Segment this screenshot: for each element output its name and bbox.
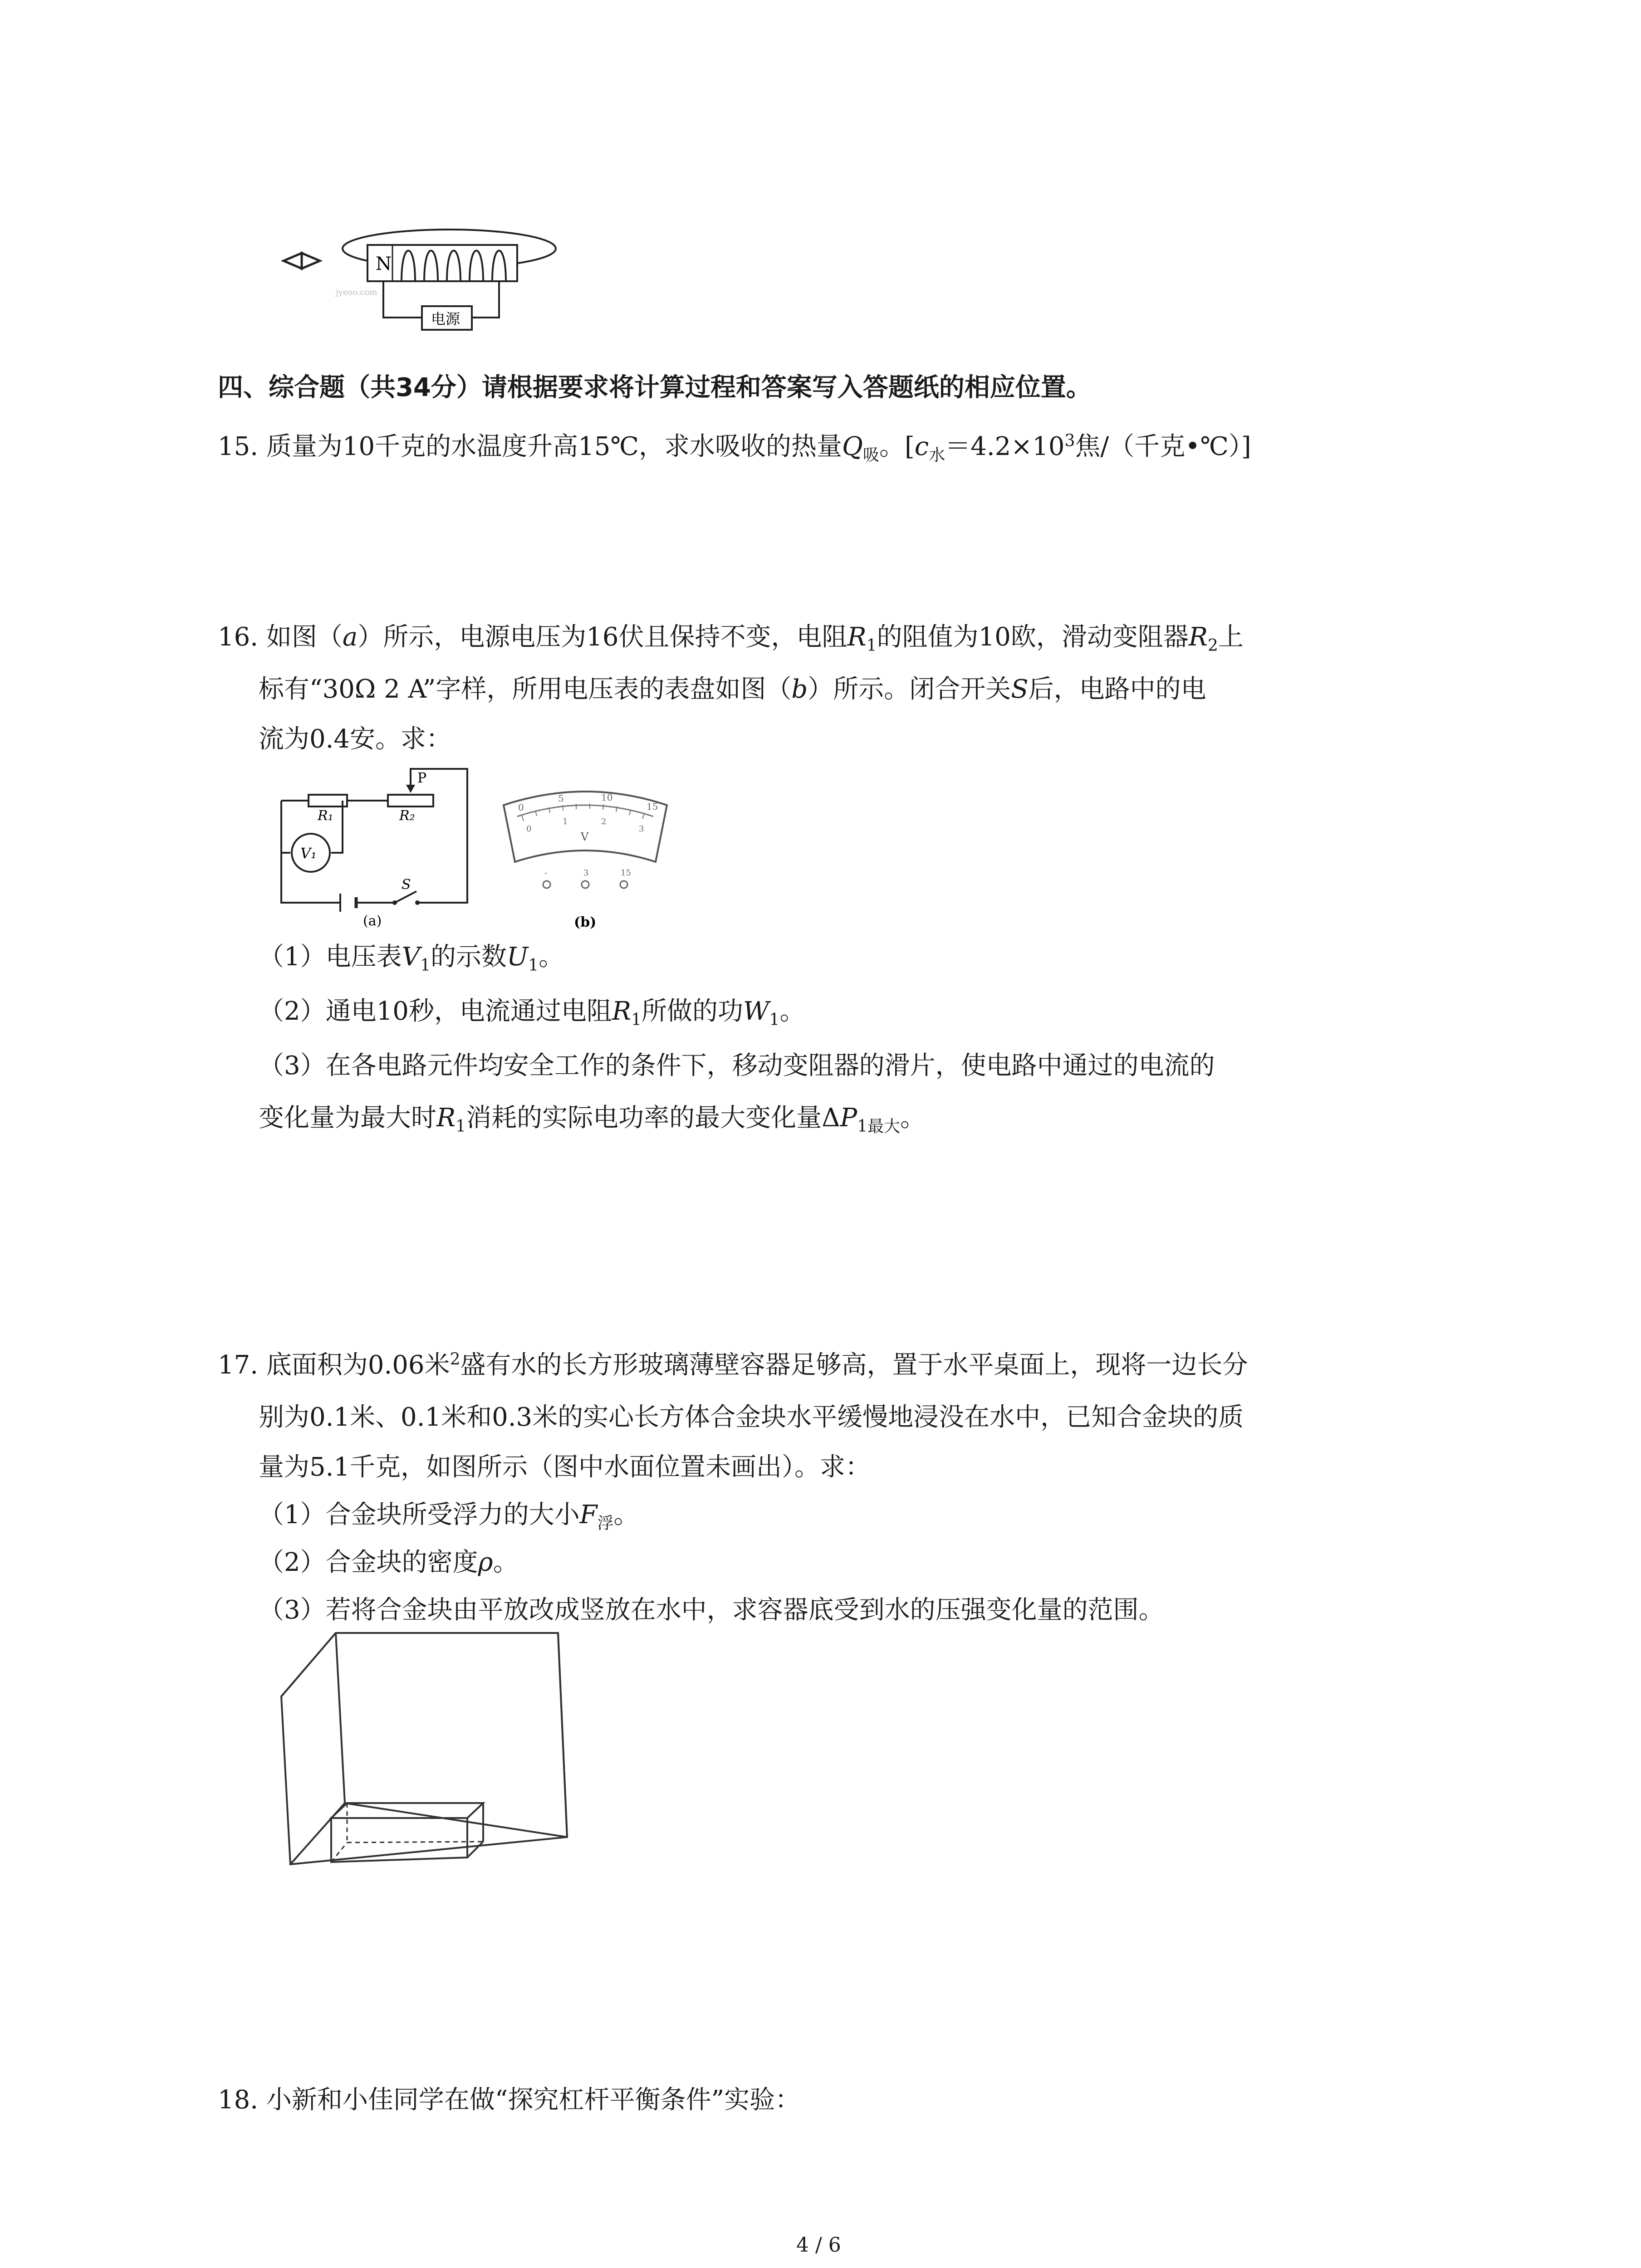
figure-b-caption: (b) (574, 914, 597, 930)
q16-subquestion-1: （1）电压表$V_1$的示数$U_1$。 (259, 942, 564, 975)
terminal-icons (543, 881, 627, 888)
r1-label: R₁ (318, 808, 333, 824)
svg-text:10: 10 (601, 792, 613, 803)
power-source-label: 电源 (431, 310, 460, 327)
svg-text:0: 0 (526, 824, 532, 834)
container-block-figure (272, 1628, 581, 1910)
question-number: 17. (218, 1350, 259, 1380)
question-number: 18. (218, 2085, 259, 2115)
n-pole-label: N (376, 254, 392, 274)
q17-subquestion-2: （2）合金块的密度ρ。 (259, 1548, 519, 1577)
svg-text:2: 2 (601, 817, 607, 826)
svg-text:1: 1 (563, 817, 568, 826)
voltmeter-dial-b (495, 782, 676, 932)
section-heading: 四、综合题（共34分）请根据要求将计算过程和答案写入答题纸的相应位置。 (218, 373, 1092, 402)
q16-subquestion-3: （3）在各电路元件均安全工作的条件下，移动变阻器的滑片，使电路中通过的电流的 (259, 1051, 1215, 1080)
solenoid-figure (272, 213, 567, 349)
compass-needle-icon (284, 253, 320, 269)
voltmeter-v1-label: V₁ (300, 845, 317, 862)
slider-p-label: P (417, 770, 427, 786)
svg-text:0: 0 (518, 802, 524, 813)
circuit-diagram-a (272, 762, 476, 930)
svg-text:15: 15 (621, 868, 631, 878)
figure-a-caption: (a) (363, 913, 382, 929)
svg-text:-: - (544, 868, 548, 878)
svg-text:3: 3 (639, 824, 644, 834)
svg-text:3: 3 (583, 868, 589, 878)
question-number: 15. (218, 432, 259, 461)
r2-label: R₂ (399, 808, 415, 824)
unit-label: V (581, 831, 589, 843)
page-number: 4 / 6 (796, 2234, 841, 2257)
watermark: jyeoo.com (336, 288, 377, 297)
q17-subquestion-3: （3）若将合金块由平放改成竖放在水中，求容器底受到水的压强变化量的范围。 (259, 1595, 1164, 1625)
svg-text:5: 5 (558, 793, 564, 804)
question-15: 15. 质量为10千克的水温度升高15℃，求水吸收的热量$Q_吸$。[$c_水=4.2\times 10^3$焦/（千克•℃）] (218, 431, 1251, 465)
q17-subquestion-1: （1）合金块所受浮力的大小$F_浮$。 (259, 1500, 639, 1533)
svg-text:15: 15 (647, 801, 658, 812)
switch-s-label: S (402, 877, 411, 893)
question-18: 18. 小新和小佳同学在做“探究杠杆平衡条件”实验： (218, 2085, 801, 2115)
question-number: 16. (218, 622, 259, 652)
q16-subquestion-2: （2）通电10秒，电流通过电阻$R_1$所做的功$W_1$。 (259, 997, 805, 1030)
